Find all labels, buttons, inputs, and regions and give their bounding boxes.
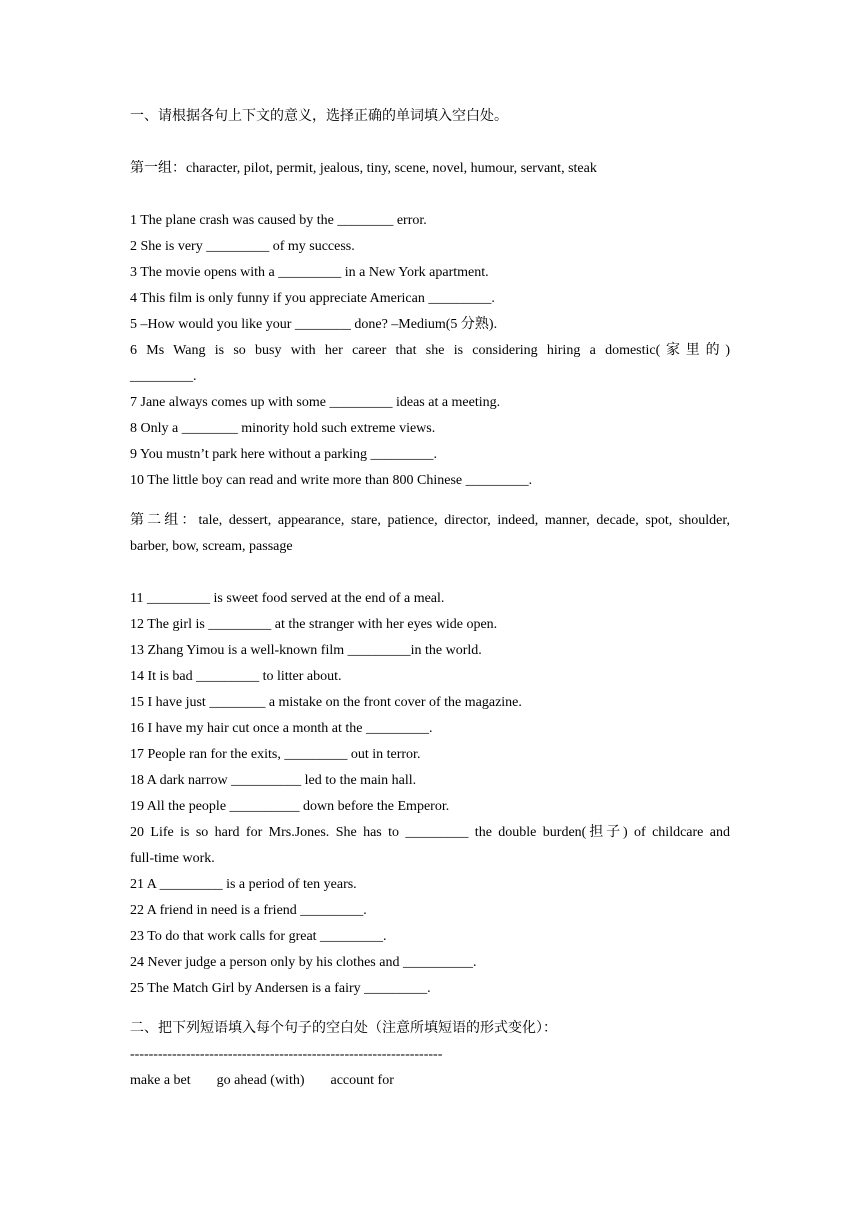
group2-word-bank-continuation: barber, bow, scream, passage xyxy=(130,539,293,554)
question-16: 16 I have my hair cut once a month at the _________. xyxy=(130,721,433,736)
question-24: 24 Never judge a person only by his clothes and __________. xyxy=(130,955,477,970)
section1-heading: 一、请根据各句上下文的意义，选择正确的单词填入空白处。 xyxy=(130,109,508,124)
question-6: 6 Ms Wang is so busy with her career that she is considering hiring a domestic(家里的) xyxy=(130,343,730,358)
phrase-item: account for xyxy=(330,1073,394,1088)
question-10: 10 The little boy can read and write more than 800 Chinese _________. xyxy=(130,473,533,488)
question-5: 5 –How would you like your ________ done? –Medium(5 分熟). xyxy=(130,317,498,332)
question-13: 13 Zhang Yimou is a well-known film _________in the world. xyxy=(130,643,482,658)
question-22: 22 A friend in need is a friend _________. xyxy=(130,903,367,918)
question-4: 4 This film is only funny if you appreciate American _________. xyxy=(130,291,495,306)
question-25: 25 The Match Girl by Andersen is a fairy _________. xyxy=(130,981,431,996)
question-7: 7 Jane always comes up with some _________ ideas at a meeting. xyxy=(130,395,501,410)
question-20-continuation: full-time work. xyxy=(130,851,215,866)
question-14: 14 It is bad _________ to litter about. xyxy=(130,669,342,684)
question-15: 15 I have just ________ a mistake on the front cover of the magazine. xyxy=(130,695,522,710)
section2-heading: 二、把下列短语填入每个句子的空白处（注意所填短语的形式变化）： xyxy=(130,1021,557,1036)
group1-word-bank: 第一组：character, pilot, permit, jealous, tiny, scene, novel, humour, servant, steak xyxy=(130,161,597,176)
question-21: 21 A _________ is a period of ten years. xyxy=(130,877,357,892)
question-1: 1 The plane crash was caused by the ________ error. xyxy=(130,213,427,228)
question-2: 2 She is very _________ of my success. xyxy=(130,239,355,254)
question-3: 3 The movie opens with a _________ in a New York apartment. xyxy=(130,265,489,280)
question-8: 8 Only a ________ minority hold such extreme views. xyxy=(130,421,436,436)
group2-word-bank: 第二组：tale, dessert, appearance, stare, patience, director, indeed, manner, decade, spot, shoulder, xyxy=(130,513,730,528)
phrase-item: make a bet xyxy=(130,1073,191,1088)
question-23: 23 To do that work calls for great _________. xyxy=(130,929,387,944)
divider: ------------------------------------------------------------------- xyxy=(130,1047,443,1062)
question-18: 18 A dark narrow __________ led to the main hall. xyxy=(130,773,417,788)
question-11: 11 _________ is sweet food served at the end of a meal. xyxy=(130,591,445,606)
question-17: 17 People ran for the exits, _________ out in terror. xyxy=(130,747,421,762)
question-9: 9 You mustn’t park here without a parking _________. xyxy=(130,447,437,462)
question-19: 19 All the people __________ down before the Emperor. xyxy=(130,799,450,814)
question-20: 20 Life is so hard for Mrs.Jones. She has to _________ the double burden(担子) of childcare and xyxy=(130,825,730,840)
phrase-list xyxy=(130,1072,730,1090)
phrase-item: go ahead (with) xyxy=(216,1073,305,1088)
question-12: 12 The girl is _________ at the stranger with her eyes wide open. xyxy=(130,617,498,632)
question-6-continuation: _________. xyxy=(130,369,197,384)
